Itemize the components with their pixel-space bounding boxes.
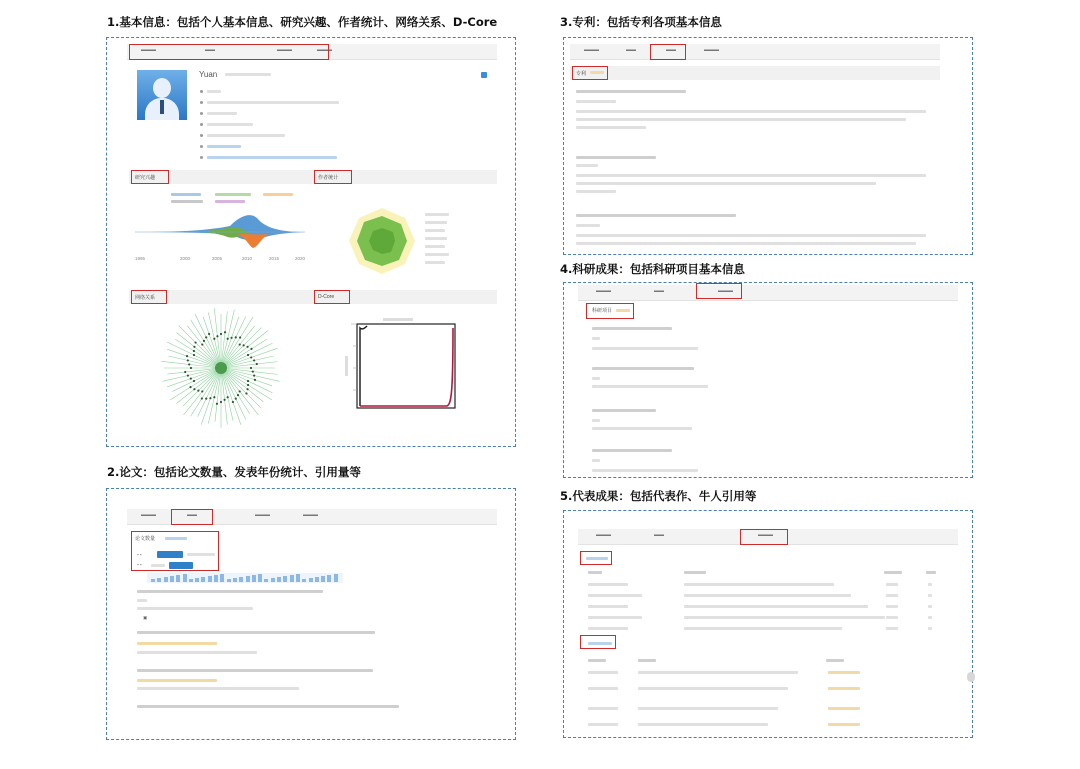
label-patent: 专利 xyxy=(576,71,587,77)
radar-legend xyxy=(425,245,445,248)
network-node xyxy=(237,394,239,396)
network-node xyxy=(190,377,192,379)
year-bar xyxy=(309,578,313,582)
highlight-masterpieces xyxy=(580,551,612,565)
label-project: 科研项目 xyxy=(592,308,613,314)
list-line xyxy=(592,419,600,422)
network-node xyxy=(209,397,211,399)
network-node xyxy=(250,367,252,369)
list-line xyxy=(928,616,932,619)
list-line xyxy=(592,459,600,462)
year-bar xyxy=(321,576,325,582)
homepage-icon xyxy=(200,145,203,148)
year-bar xyxy=(183,574,187,582)
year-bar xyxy=(189,579,193,582)
list-line xyxy=(684,616,885,619)
year-bar xyxy=(227,579,231,582)
list-line xyxy=(928,627,932,630)
legend-item xyxy=(215,200,245,203)
legend-item xyxy=(171,193,201,196)
avatar xyxy=(137,70,187,120)
network-node xyxy=(193,346,195,348)
year-bar xyxy=(208,576,212,582)
year-bar xyxy=(201,577,205,582)
year-bar xyxy=(170,576,174,582)
year-bar xyxy=(290,575,294,582)
tab-bar xyxy=(578,285,958,301)
radar-legend xyxy=(425,213,449,216)
list-line xyxy=(684,605,868,608)
tab-basic-info[interactable]: ▬▬▬ xyxy=(596,288,611,294)
list-line xyxy=(828,723,860,726)
radar-legend xyxy=(425,237,447,240)
section-title-patents: 3.专利：包括专利各项基本信息 xyxy=(560,15,722,29)
network-node xyxy=(232,401,234,403)
follow-icon[interactable] xyxy=(481,72,487,78)
network-node xyxy=(245,392,247,394)
list-line xyxy=(592,347,698,350)
paper-meta xyxy=(137,642,217,645)
network-node xyxy=(253,374,255,376)
network-node xyxy=(201,343,203,345)
list-line xyxy=(576,110,926,113)
list-line xyxy=(588,687,618,690)
list-line xyxy=(576,234,926,237)
list-line xyxy=(576,156,656,159)
timeline-year-label: 2000 xyxy=(180,256,191,261)
network-node xyxy=(193,350,195,352)
year-bar xyxy=(283,576,287,582)
filter-option[interactable] xyxy=(187,553,215,556)
year-bar xyxy=(315,577,319,582)
tab-papers[interactable]: ▬▬ xyxy=(626,47,636,53)
list-line xyxy=(588,659,606,662)
network-node xyxy=(254,379,256,381)
paper-meta xyxy=(137,679,217,682)
network-node xyxy=(193,388,195,390)
network-node xyxy=(184,371,186,373)
panel-patents xyxy=(563,37,973,255)
tab-results[interactable]: ▬▬▬ xyxy=(704,47,719,53)
filter-button[interactable] xyxy=(157,551,183,558)
email-icon xyxy=(200,134,203,137)
highlight-patents-tab xyxy=(650,44,686,60)
pdf-icon[interactable]: ▣ xyxy=(143,615,148,620)
section-title-research-results: 4.科研成果：包括科研项目基本信息 xyxy=(560,262,745,276)
list-line xyxy=(576,174,926,177)
network-node xyxy=(224,331,226,333)
list-line xyxy=(638,659,656,662)
network-node xyxy=(235,398,237,400)
dcore-chart xyxy=(343,316,461,416)
network-node xyxy=(187,359,189,361)
highlight-research-interest xyxy=(131,170,169,184)
network-node xyxy=(243,344,245,346)
filter-button[interactable] xyxy=(169,562,193,569)
tab-papers[interactable]: ▬▬ xyxy=(654,288,664,294)
label-network: 网络关系 xyxy=(135,295,156,301)
tab-patents[interactable]: ▬▬▬ xyxy=(277,47,292,53)
network-node xyxy=(216,403,218,405)
list-line xyxy=(592,385,708,388)
year-bar xyxy=(214,575,218,582)
tab-basic-info[interactable]: ▬▬▬ xyxy=(596,532,611,538)
network-node xyxy=(247,354,249,356)
network-node xyxy=(205,336,207,338)
year-bar xyxy=(334,574,338,582)
list-line xyxy=(926,571,936,574)
list-line xyxy=(828,687,860,690)
highlight-network xyxy=(131,290,167,304)
paper-title[interactable] xyxy=(137,631,375,634)
network-node xyxy=(253,359,255,361)
paper-title[interactable] xyxy=(137,669,373,672)
list-line xyxy=(576,100,616,103)
label-paper-count: 论文数量 xyxy=(135,536,156,542)
list-line xyxy=(828,671,860,674)
network-node xyxy=(187,374,189,376)
legend-item xyxy=(215,193,251,196)
phone-icon xyxy=(200,112,203,115)
list-line xyxy=(592,427,692,430)
list-line xyxy=(592,327,672,330)
highlight-patent-label xyxy=(572,66,608,80)
network-node xyxy=(190,367,192,369)
tab-basic-info[interactable]: ▬▬▬ xyxy=(584,47,599,53)
year-bar xyxy=(239,577,243,582)
address-icon xyxy=(200,156,203,159)
network-node xyxy=(220,333,222,335)
panel-papers xyxy=(106,488,516,740)
network-node xyxy=(227,396,229,398)
filter-label: ▪ ▪ xyxy=(137,562,142,567)
network-node xyxy=(203,340,205,342)
highlight-author-stats xyxy=(314,170,352,184)
section-bar-interest xyxy=(129,170,497,184)
timeline-year-label: 2005 xyxy=(212,256,223,261)
list-line xyxy=(884,571,902,574)
section-title-representative-works: 5.代表成果：包括代表作、牛人引用等 xyxy=(560,489,757,503)
network-node xyxy=(239,336,241,338)
network-node xyxy=(197,390,199,392)
list-line xyxy=(592,469,698,472)
list-line xyxy=(576,126,646,129)
tab-results[interactable]: ▬▬▬ xyxy=(718,288,733,294)
radar-legend xyxy=(425,253,449,256)
list-line xyxy=(638,671,798,674)
tab-papers[interactable]: ▬▬ xyxy=(654,532,664,538)
network-node xyxy=(239,390,241,392)
network-node xyxy=(188,363,190,365)
network-node xyxy=(194,341,196,343)
paper-title[interactable] xyxy=(137,705,399,708)
legend-item xyxy=(171,200,203,203)
list-line xyxy=(684,583,834,586)
highlight-representative-tab xyxy=(740,529,788,545)
network-node xyxy=(213,338,215,340)
year-bars xyxy=(151,574,341,582)
year-bar xyxy=(176,575,180,582)
year-bar xyxy=(157,578,161,582)
year-bar xyxy=(195,578,199,582)
network-node xyxy=(246,346,248,348)
section-title-papers: 2.论文：包括论文数量、发表年份统计、引用量等 xyxy=(107,465,361,479)
info-line xyxy=(207,134,285,137)
filter-label: ▪ ▪ xyxy=(137,552,142,557)
info-line xyxy=(207,90,221,93)
network-node xyxy=(235,336,237,338)
year-bar xyxy=(246,576,250,582)
section-title-basic-info: 1.基本信息：包括个人基本信息、研究兴趣、作者统计、网络关系、D-Core xyxy=(107,15,498,29)
author-stats-radar xyxy=(347,206,417,276)
tab-results[interactable]: ▬▬▬ xyxy=(317,47,332,53)
timeline-year-label: 1995 xyxy=(135,256,146,261)
highlight-results-tab xyxy=(696,283,742,299)
info-line xyxy=(207,145,241,148)
year-bar xyxy=(252,575,256,582)
legend-item xyxy=(263,193,293,196)
list-line xyxy=(928,594,932,597)
network-node xyxy=(247,384,249,386)
list-line xyxy=(638,687,788,690)
list-line xyxy=(588,671,618,674)
list-line xyxy=(928,605,932,608)
paper-authors xyxy=(137,687,299,690)
network-node xyxy=(250,356,252,358)
list-line xyxy=(638,723,768,726)
timeline-year-label: 2020 xyxy=(295,256,306,261)
list-line xyxy=(684,627,842,630)
list-line xyxy=(588,583,628,586)
year-bar xyxy=(233,578,237,582)
list-line xyxy=(576,182,876,185)
info-icon xyxy=(200,101,203,104)
year-bar xyxy=(264,579,268,582)
panel-representative-works xyxy=(563,510,973,738)
network-node xyxy=(193,354,195,356)
info-icon xyxy=(200,90,203,93)
list-line xyxy=(588,594,642,597)
list-line xyxy=(886,594,898,597)
year-bar xyxy=(327,575,331,582)
paper-meta xyxy=(137,599,147,602)
network-node xyxy=(256,363,258,365)
list-line xyxy=(588,627,628,630)
fax-icon xyxy=(200,123,203,126)
list-line xyxy=(588,723,618,726)
year-bar xyxy=(277,577,281,582)
network-node xyxy=(220,401,222,403)
list-line xyxy=(576,90,686,93)
network-center-node xyxy=(215,362,227,374)
list-line xyxy=(588,616,642,619)
tab-patents[interactable]: ▬▬ xyxy=(666,47,676,53)
network-node xyxy=(230,337,232,339)
list-line xyxy=(588,707,618,710)
info-line xyxy=(207,112,237,115)
label-author-stats: 作者统计 xyxy=(318,175,339,181)
highlight-project-label xyxy=(586,303,634,319)
paper-authors xyxy=(137,651,257,654)
tab-basic-info[interactable]: ▬▬▬ xyxy=(141,47,156,53)
section-bar-network xyxy=(129,290,497,304)
tab-basic-info[interactable]: ▬▬▬ xyxy=(141,512,156,518)
network-node xyxy=(201,390,203,392)
radar-legend xyxy=(425,261,445,264)
network-node xyxy=(223,399,225,401)
list-line xyxy=(638,707,778,710)
tab-results[interactable]: ▬▬▬ xyxy=(303,512,318,518)
label-dcore: D-Core xyxy=(318,294,335,300)
profile-name: Yuan xyxy=(199,70,218,79)
year-bar xyxy=(296,574,300,582)
list-line xyxy=(684,594,851,597)
list-line xyxy=(928,583,932,586)
list-line xyxy=(576,224,600,227)
panel-basic-info xyxy=(106,37,516,447)
network-node xyxy=(252,370,254,372)
radar-legend xyxy=(425,221,447,224)
year-bar xyxy=(164,577,168,582)
section-bar-patent xyxy=(570,66,940,80)
network-node xyxy=(189,386,191,388)
list-line xyxy=(592,449,672,452)
network-node xyxy=(201,397,203,399)
list-line xyxy=(576,164,598,167)
stream-blue xyxy=(135,215,305,240)
tab-papers[interactable]: ▬▬ xyxy=(187,512,197,518)
list-line xyxy=(886,627,898,630)
tab-papers[interactable]: ▬▬ xyxy=(205,47,215,53)
highlight-dcore xyxy=(314,290,350,304)
info-line xyxy=(207,123,253,126)
highlight-expert-citations xyxy=(580,635,616,649)
tab-representative[interactable]: ▬▬▬ xyxy=(758,532,773,538)
network-node xyxy=(216,335,218,337)
list-line xyxy=(592,409,656,412)
network-node xyxy=(193,380,195,382)
radar-legend xyxy=(425,229,445,232)
network-node xyxy=(239,343,241,345)
list-line xyxy=(588,605,628,608)
list-line xyxy=(684,571,706,574)
scroll-handle[interactable] xyxy=(967,672,975,682)
label-research-interest: 研究兴趣 xyxy=(135,175,156,181)
list-line xyxy=(576,242,916,245)
network-node xyxy=(213,396,215,398)
info-line xyxy=(207,156,337,159)
list-line xyxy=(826,659,844,662)
profile-name-extra xyxy=(225,73,271,76)
list-line xyxy=(886,605,898,608)
year-bar xyxy=(258,574,262,582)
list-line xyxy=(592,337,600,340)
tab-patents[interactable]: ▬▬▬ xyxy=(255,512,270,518)
list-line xyxy=(576,118,906,121)
network-node xyxy=(227,338,229,340)
year-bar xyxy=(151,579,155,582)
timeline-year-label: 2015 xyxy=(269,256,280,261)
list-line xyxy=(592,367,694,370)
panel-research-results xyxy=(563,282,973,478)
research-interest-streamgraph xyxy=(135,206,305,258)
list-line xyxy=(592,377,600,380)
year-bar xyxy=(220,574,224,582)
list-line xyxy=(828,707,860,710)
year-bar xyxy=(271,578,275,582)
network-node xyxy=(205,398,207,400)
network-node xyxy=(250,348,252,350)
stream-orange xyxy=(237,234,269,248)
network-node xyxy=(186,355,188,357)
list-line xyxy=(576,214,736,217)
list-line xyxy=(576,190,616,193)
network-node xyxy=(208,333,210,335)
highlight-tabs xyxy=(129,44,329,60)
filter-option[interactable] xyxy=(151,564,165,567)
list-line xyxy=(886,616,898,619)
network-node xyxy=(246,388,248,390)
info-line xyxy=(207,101,339,104)
list-line xyxy=(588,571,602,574)
paper-title[interactable] xyxy=(137,590,323,593)
timeline-year-label: 2010 xyxy=(242,256,253,261)
paper-authors xyxy=(137,607,253,610)
list-line xyxy=(886,583,898,586)
tab-bar xyxy=(570,44,940,60)
network-graph xyxy=(159,306,283,430)
network-node xyxy=(247,380,249,382)
year-bar xyxy=(302,579,306,582)
highlight-papers-tab xyxy=(171,509,213,525)
